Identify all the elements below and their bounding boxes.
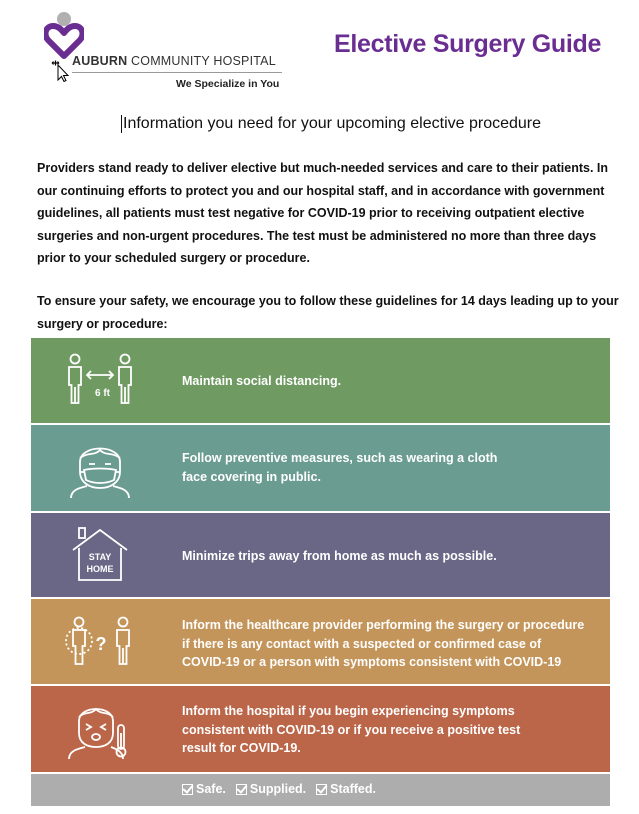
svg-text:HOME: HOME [86, 564, 114, 574]
guideline-social-distancing [31, 338, 610, 423]
svg-text:?: ? [95, 634, 107, 654]
guidelines-list [31, 338, 610, 806]
footer-band [31, 774, 610, 806]
intro-paragraph: Providers stand ready to deliver elective but much-needed services and care to their patients. In our continuing efforts to protect you and our hospital staff, and in accordance with government guidelines, all patients must test negative for COVID-19 prior to receiving outpatient elective surgeries and non-urgent procedures. The test must be administered no more than three days prior to your scheduled surgery or procedure. [37, 161, 609, 265]
checkbox-icon [182, 784, 193, 795]
guideline-text: Follow preventive measures, such as wearing a cloth face covering in public. [182, 451, 498, 484]
footer-item-supplied: Supplied. [236, 782, 306, 796]
guideline-inform-provider [31, 599, 610, 684]
social-distance-icon [65, 353, 135, 408]
distance-label: 6 ft [95, 388, 110, 399]
footer-item-safe: Safe. [182, 782, 226, 796]
logo-divider [72, 72, 282, 73]
contact-question-icon [65, 614, 135, 669]
guideline-text: Maintain social distancing. [182, 374, 342, 388]
guideline-text: Inform the hospital if you begin experiencing symptoms consistent with COVID-19 or if you receive a positive test result for COVID-19. [182, 704, 521, 755]
guidelines-intro: To ensure your safety, we encourage you to follow these guidelines for 14 days leading up to your surgery or procedure: [37, 294, 619, 331]
footer-item-staffed: Staffed. [316, 782, 376, 796]
fever-symptoms-icon [65, 699, 135, 759]
stay-home-icon [65, 526, 135, 584]
guideline-face-covering [31, 425, 610, 511]
svg-text:STAY: STAY [88, 552, 112, 562]
guideline-stay-home [31, 513, 610, 597]
move-cursor-icon [50, 56, 70, 82]
face-mask-icon [65, 438, 135, 498]
checkbox-icon [236, 784, 247, 795]
guideline-text: Inform the healthcare provider performing the surgery or procedure if there is any contact with a suspected or confirmed case of COVID-19 or a person with symptoms consistent with COVID-19 [182, 618, 585, 669]
hospital-tagline: We Specialize in You [176, 78, 280, 90]
guideline-text: Minimize trips away from home as much as possible. [182, 549, 497, 563]
hospital-logo [44, 10, 294, 90]
hospital-name: AUBURN COMMUNITY HOSPITAL [72, 54, 276, 68]
guide-title: Elective Surgery Guide [334, 30, 602, 58]
guideline-inform-hospital [31, 686, 610, 772]
footer-checklist [182, 782, 376, 796]
page-subheading: Information you need for your upcoming elective procedure [123, 115, 542, 132]
checkbox-icon [316, 784, 327, 795]
